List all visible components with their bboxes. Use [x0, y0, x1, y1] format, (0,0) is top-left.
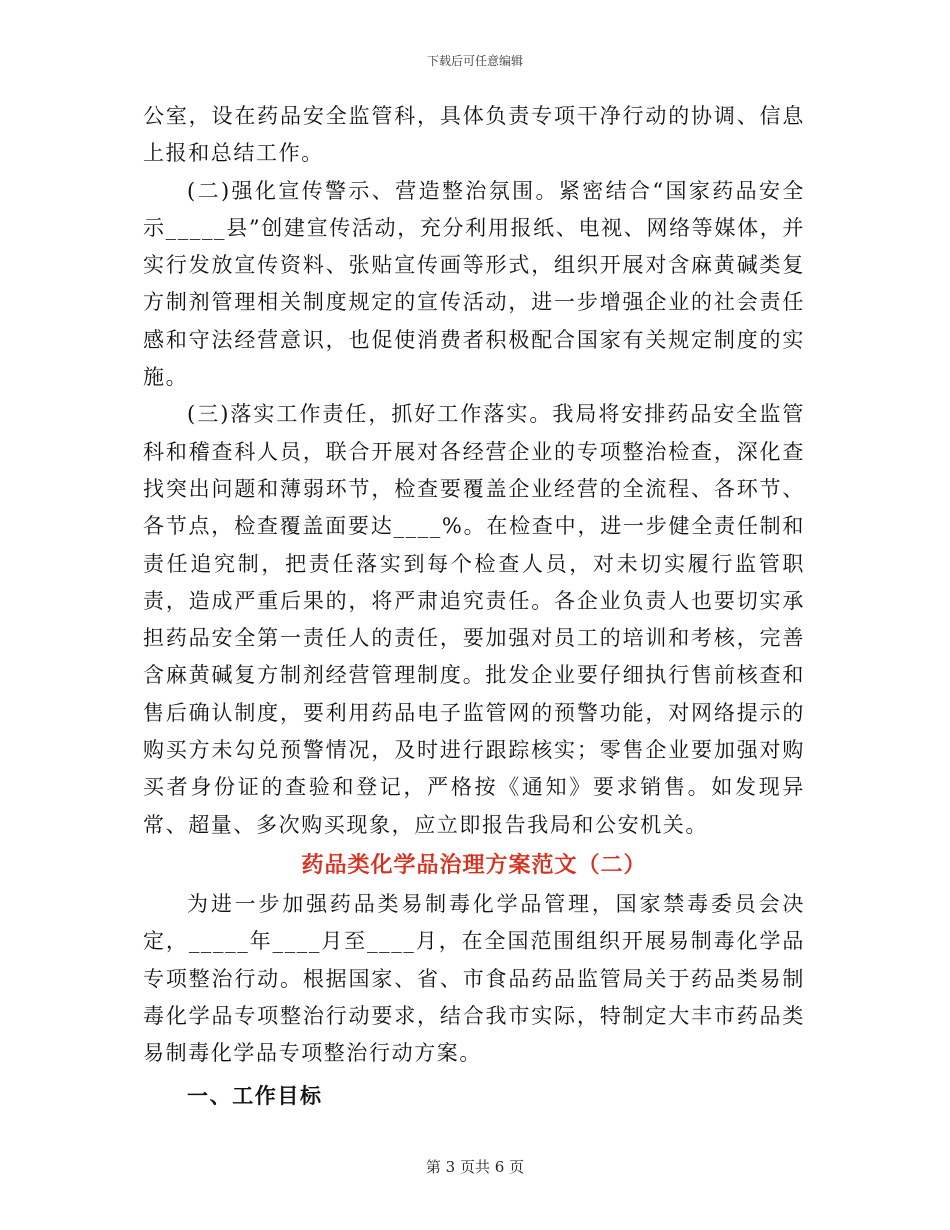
document-body [143, 98, 805, 1116]
paragraph-introduction: 为进一步加强药品类易制毒化学品管理，国家禁毒委员会决定，_____年____月至____月，在全国范围组织开展易制毒化学品专项整治行动。根据国家、省、市食品药品监管局关于药品类易制毒化学品专项整治行动要求，结合我市实际，特制定大丰市药品类易制毒化学品专项整治行动方案。 [143, 891, 805, 1066]
page-number: 第 3 页共 6 页 [425, 1158, 525, 1176]
document-title: 药品类化学品治理方案范文（二） [301, 851, 647, 878]
page-header: 下载后可任意编辑 [426, 54, 523, 68]
paragraph-publicity: (二)强化宣传警示、营造整治氛围。紧密结合“国家药品安全示_____县”创建宣传活动，充分利用报纸、电视、网络等媒体，并实行发放宣传资料、张贴宣传画等形式，组织开展对含麻黄碱类复方制剂管理相关制度规定的宣传活动，进一步增强企业的社会责任感和守法经营意识，也促使消费者积极配合国家有关规定制度的实施。 [143, 178, 805, 390]
paragraph-office-setup: 公室，设在药品安全监管科，具体负责专项干净行动的协调、信息上报和总结工作。 [143, 104, 805, 166]
paragraph-responsibility: (三)落实工作责任，抓好工作落实。我局将安排药品安全监管科和稽查科人员，联合开展对各经营企业的专项整治检查，深化查找突出问题和薄弱环节，检查要覆盖企业经营的全流程、各环节、各节点，检查覆盖面要达____%。在检查中，进一步健全责任制和责任追究制，把责任落实到每个检查人员，对未切实履行监管职责，造成严重后果的，将严肃追究责任。各企业负责人也要切实承担药品安全第一责任人的责任，要加强对员工的培训和考核，完善含麻黄碱复方制剂经营管理制度。批发企业要仔细执行售前核查和售后确认制度，要利用药品电子监管网的预警功能，对网络提示的购买方未勾兑预警情况，及时进行跟踪核实；零售企业要加强对购买者身份证的查验和登记，严格按《通知》要求销售。如发现异常、超量、多次购买现象，应立即报告我局和公安机关。 [143, 402, 805, 837]
section-heading-work-goals: 一、工作目标 [187, 1083, 323, 1109]
